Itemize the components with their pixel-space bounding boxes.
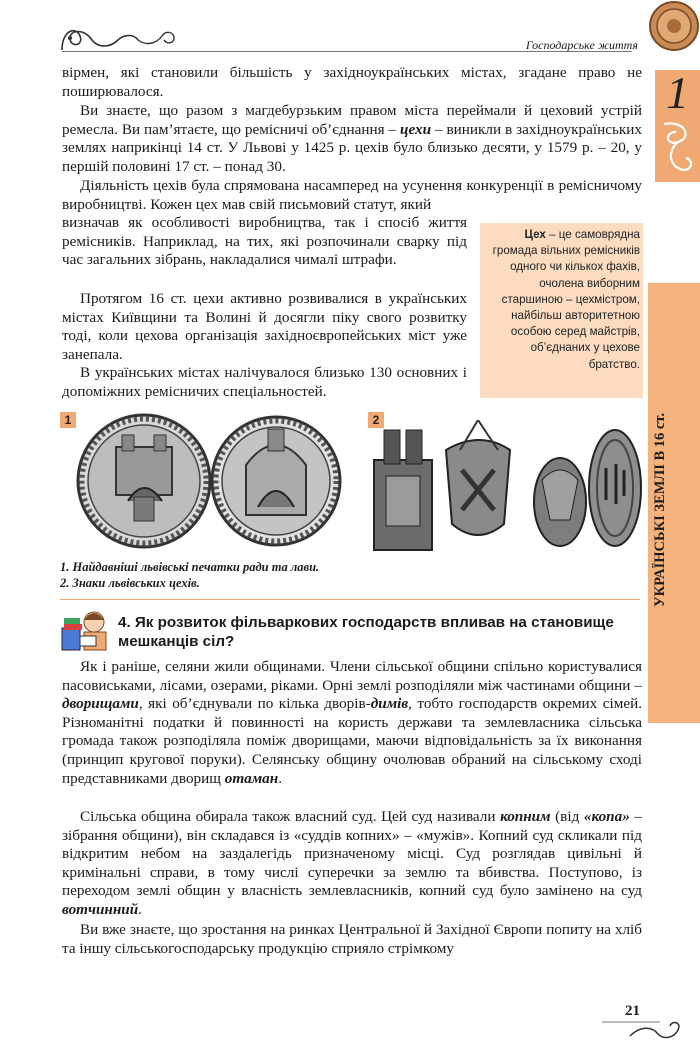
section4-paragraph-2: Сільська община обирала також власний суд. Цей суд називали копним (від «копа» – зібрання общини), він складався із «суддів копних» – «мужів». Копний суд скликали під відкритим небом на заздалегідь призначеному місці. Суд розглядав цивільні й кримінальні справи, в тому числі суперечки за землю та вбивства. Поступово, із переходом землі общин у власність землевласників, копний суд було замінено на суд вотчинний.: [62, 808, 642, 918]
term-kopnyi: копним: [500, 808, 551, 825]
student-reading-icon: [60, 606, 112, 652]
side-title: УКРАЇНСЬКІ ЗЕМЛІ В 16 ст.: [652, 413, 668, 607]
page-number: 21: [625, 1003, 640, 1019]
running-title: Господарське життя: [525, 38, 638, 52]
paragraph-5: В українських містах налічувалося близько 130 основних і допоміжних ремісничих спеціальностей.: [62, 364, 467, 400]
footer-ornament: [600, 1016, 690, 1042]
guild-sign-4-icon: [589, 430, 641, 546]
guild-sign-1-icon: [374, 430, 432, 550]
medallion-icon: [648, 0, 700, 52]
section-divider: [60, 599, 640, 600]
term-votchynnyi: вотчинний: [62, 900, 139, 918]
term-dymy: димів: [370, 695, 409, 713]
caption-1: 1. Найдавніші львівські печатки ради та лави.: [60, 560, 320, 574]
paragraph-2: Ви знаєте, що разом з магдебурзьким правом міста переймали й цеховий устрій ремесла. Ви пам’ятаєте, що ремісничі об’єднання – цехи – виникли в західноукраїнських землях наприкінці 14 ст. У Львові у 1425 р. цехів було близько десяти, у 1579 р. – 20, у першій половині 17 ст. – понад 30.: [62, 102, 642, 175]
term-otaman: отаман: [224, 769, 279, 787]
chapter-ornament: [656, 118, 698, 178]
figure-1-seals: [76, 405, 346, 555]
figure-2-number: 2: [368, 412, 384, 428]
paragraph-1: вірмен, які становили більшість у західноукраїнських містах, згадане право не поширювалося.: [62, 64, 642, 100]
section4-paragraph-1: Як і раніше, селяни жили общинами. Члени сільської общини спільно користувалися пасовиськами, лісами, озерами, ріками. Орні землі розподіляли між частинами общини – дворищами, які об’єднували по кілька дворів-димів, тобто господарств окремих сімей. Різноманітні податки й повинності на користь держави та землевласника сільська громада також розподіляла поміж дворищами, маючи відповідальність за їх виконання (принцип кругової поруки). Селянську общину очолював обраний на сільському сході представниками дворищ отаман.: [62, 658, 642, 787]
term-dvoryshcha: дворищами: [62, 695, 139, 713]
chapter-number: 1: [666, 67, 689, 118]
caption-2: 2. Знаки львівських цехів.: [60, 576, 200, 590]
figure-1-number: 1: [60, 412, 76, 428]
paragraph-3-rest: визначав як особливості виробництва, так і спосіб життя ремісників. Наприклад, на тих, які розпочинали сварку під час загальних зібрань, накладалися чималі штрафи.: [62, 214, 467, 269]
definition-term: Цех: [524, 228, 546, 241]
section4-paragraph-3: Ви вже знаєте, що зростання на ринках Центральної й Західної Європи попиту на хліб та іншу сільськогосподарську продукцію сприяло стрімкому: [62, 921, 642, 957]
header-ornament: [58, 22, 188, 54]
definition-text: Цех – це самоврядна громада вільних ремісників одного чи кількох фахів, очолена виборним старшиною – цехмістром, найбільш авторитетною особою серед майстрів, об’єднаних у цехове братство.: [492, 228, 640, 371]
guild-sign-2-icon: [446, 420, 510, 535]
paragraph-4: Протягом 16 ст. цехи активно розвивалися в українських містах Київщини та Волині й досягли піку свого розвитку тоді, коли цехова організація західноєвропейських міст уже занепала.: [62, 290, 467, 363]
seal-council-icon: [78, 415, 210, 547]
guild-sign-3-icon: [534, 458, 586, 546]
figure-2-guild-signs: [370, 420, 642, 560]
seal-bench-icon: [212, 417, 340, 545]
paragraph-3-full: Діяльність цехів була спрямована насамперед на усунення конкуренції в ремісничому виробництві. Кожен цех мав свій письмовий статут, який: [62, 177, 642, 213]
question-4: 4. Як розвиток фільваркових господарств впливав на становище мешканців сіл?: [118, 614, 614, 650]
term-tsekhy: цехи: [400, 120, 432, 138]
term-kopa: «копа»: [583, 808, 630, 825]
